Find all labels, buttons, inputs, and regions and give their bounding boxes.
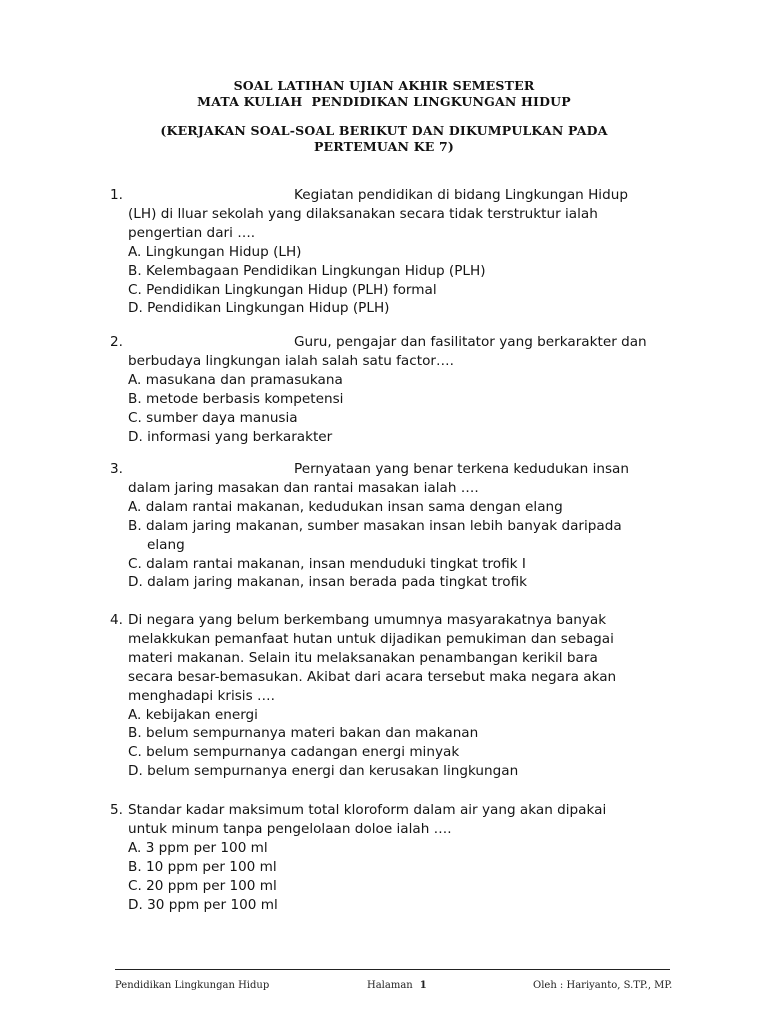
option-d: D. informasi yang berkarakter — [128, 428, 333, 445]
option-c: C. sumber daya manusia — [128, 409, 298, 426]
option-d: D. dalam jaring makanan, insan berada pada tingkat trofik — [128, 574, 528, 591]
option-a: A. dalam rantai makanan, kedudukan insan sama dengan elang — [128, 498, 563, 515]
question-number: 2. — [110, 334, 123, 350]
question-text: Standar kadar maksimum total kloroform dalam air yang akan dipakai — [128, 802, 607, 818]
question-number: 4. — [110, 612, 123, 628]
option-a: A. Lingkungan Hidup (LH) — [128, 243, 302, 260]
page-footer — [0, 980, 768, 996]
question-5 — [110, 801, 690, 914]
instruction-line-2: PERTEMUAN KE 7) — [313, 139, 455, 154]
option-b: B. Kelembagaan Pendidikan Lingkungan Hidup (PLH) — [128, 262, 486, 279]
instruction-line-1: (KERJAKAN SOAL-SOAL BERIKUT DAN DIKUMPULKAN PADA — [160, 123, 608, 138]
question-text: secara besar-bemasukan. Akibat dari acara tersebut maka negara akan — [128, 668, 617, 685]
question-text: (LH) di lluar sekolah yang dilaksanakan secara tidak terstruktur ialah — [128, 205, 598, 222]
document-title — [0, 78, 768, 110]
question-4 — [110, 611, 690, 781]
footer-author: Oleh : Hariyanto, S.TP., MP. — [533, 980, 673, 991]
question-number: 3. — [110, 461, 123, 477]
question-1 — [110, 186, 690, 318]
instruction-block — [0, 123, 768, 155]
option-c: C. dalam rantai makanan, insan menduduki tingkat trofik I — [128, 555, 526, 572]
option-c: C. belum sempurnanya cadangan energi minyak — [128, 744, 460, 761]
option-c: C. 20 ppm per 100 ml — [128, 877, 277, 894]
question-number: 5. — [110, 802, 123, 818]
option-b: B. belum sempurnanya materi bakan dan makanan — [128, 725, 479, 742]
option-b: B. 10 ppm per 100 ml — [128, 858, 277, 875]
option-d: D. belum sempurnanya energi dan kerusakan lingkungan — [128, 763, 519, 780]
title-line-2: MATA KULIAH PENDIDIKAN LINGKUNGAN HIDUP — [197, 94, 571, 109]
option-d: D. Pendidikan Lingkungan Hidup (PLH) — [128, 300, 390, 317]
footer-page-number: 1 — [419, 980, 427, 991]
footer-page-label: Halaman — [367, 980, 413, 991]
option-a: A. masukana dan pramasukana — [128, 371, 343, 388]
option-c: C. Pendidikan Lingkungan Hidup (PLH) formal — [128, 281, 437, 298]
question-text: melakkukan pemanfaat hutan untuk dijadikan pemukiman dan sebagai — [128, 630, 614, 647]
footer-divider — [115, 969, 670, 970]
footer-page-indicator — [367, 980, 427, 991]
question-2 — [110, 333, 690, 446]
question-text: Guru, pengajar dan fasilitator yang berkarakter dan — [294, 334, 647, 350]
question-text: dalam jaring masakan dan rantai masakan ialah …. — [128, 479, 479, 496]
question-text: pengertian dari …. — [128, 224, 256, 241]
option-b: B. metode berbasis kompetensi — [128, 390, 344, 407]
question-text: materi makanan. Selain itu melaksanakan penambangan kerikil bara — [128, 649, 598, 666]
option-b-continuation: elang — [147, 536, 185, 553]
question-number: 1. — [110, 187, 123, 203]
question-text: berbudaya lingkungan ialah salah satu factor…. — [128, 352, 454, 369]
question-3 — [110, 460, 690, 592]
option-b: B. dalam jaring makanan, sumber masakan insan lebih banyak daripada — [128, 517, 622, 534]
footer-course-name: Pendidikan Lingkungan Hidup — [115, 980, 270, 991]
option-d: D. 30 ppm per 100 ml — [128, 896, 278, 913]
option-a: A. 3 ppm per 100 ml — [128, 839, 268, 856]
question-text: untuk minum tanpa pengelolaan doloe ialah …. — [128, 820, 452, 837]
question-text: Kegiatan pendidikan di bidang Lingkungan Hidup — [294, 187, 628, 203]
question-text: Pernyataan yang benar terkena kedudukan insan — [294, 461, 629, 477]
question-text: Di negara yang belum berkembang umumnya masyarakatnya banyak — [128, 612, 607, 628]
option-a: A. kebijakan energi — [128, 706, 258, 723]
question-text: menghadapi krisis …. — [128, 687, 275, 704]
title-line-1: SOAL LATIHAN UJIAN AKHIR SEMESTER — [233, 78, 535, 93]
